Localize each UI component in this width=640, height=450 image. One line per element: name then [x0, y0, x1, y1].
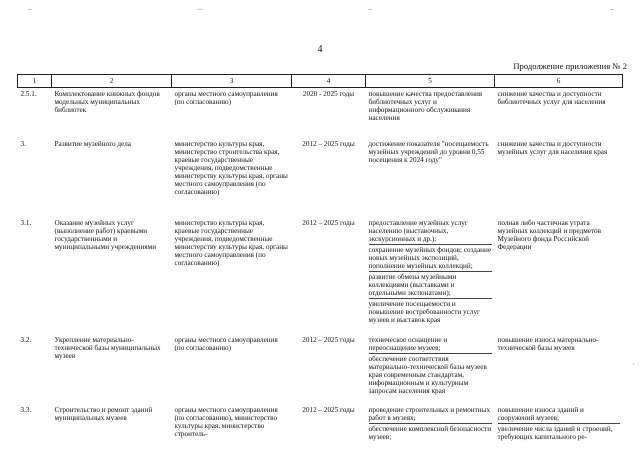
- consequences: [495, 334, 623, 404]
- expected-results: [366, 334, 495, 404]
- consequences: [495, 88, 623, 138]
- result-item: достижение показателя "посещаемость музейных учреждений до уровня 0,55 посещения к 2024 году": [368, 139, 489, 164]
- table-row: [18, 334, 623, 404]
- period: 2012 – 2025 годы: [302, 139, 355, 148]
- activity-name: Оказание музейных услуг (выполнение работ) краевыми государственными и муниципальными учреждениями: [54, 218, 157, 251]
- scan-mark: ‒: [368, 4, 372, 13]
- consequence-item: повышение износа материально-технической базы музеев: [497, 335, 599, 352]
- result-item: предоставление музейных услуг населению (выставочных, экскурсионных и др.);: [369, 219, 492, 245]
- column-header: 1: [18, 75, 52, 88]
- scan-mark: ·: [632, 360, 635, 369]
- result-item: повышение качества предоставления библиотечных услуг и информационного обслуживания населения: [368, 90, 483, 122]
- period: 2012 – 2025 годы: [302, 405, 355, 414]
- column-header: 5: [366, 75, 495, 88]
- activity-name: Укрепление материально-технической базы муниципальных музеев: [54, 335, 161, 360]
- document-table: [17, 74, 623, 446]
- result-item: проведение строительных и ремонтных работ в музеях;: [368, 405, 491, 422]
- continuation-caption: Продолжение приложения № 2: [513, 61, 627, 71]
- row-number: 3.2.: [20, 335, 32, 344]
- row-number: 3.: [20, 139, 26, 148]
- executors: органы местного самоуправления (по согласованию): [174, 90, 278, 106]
- consequence-item: увеличение числа зданий и строений, требующих капитального ре-: [497, 424, 613, 441]
- table-header-row: [18, 75, 623, 88]
- consequences: [495, 404, 623, 446]
- consequence-item: снижение качества и доступности библиотечных услуг для населения: [497, 90, 606, 106]
- period: 2012 – 2025 годы: [302, 335, 355, 344]
- table-row: [18, 404, 623, 446]
- table-row: [18, 138, 623, 217]
- expected-results: [366, 404, 495, 446]
- consequence-item: полная либо частичная утрата музейных коллекций и предметов Музейного фонда Российской Федерации: [497, 218, 602, 251]
- result-item: техническое оснащение и переоснащение музеев;: [369, 336, 492, 354]
- consequence-item: повышение износа зданий и сооружений музеев;: [498, 406, 620, 424]
- column-header: 3: [172, 75, 292, 88]
- expected-results: [366, 217, 495, 334]
- table-row: [18, 217, 623, 334]
- activity-name: Развитие музейного дела: [54, 139, 131, 148]
- scan-mark: ‒: [28, 4, 32, 13]
- result-item: увеличение посещаемости и повышение востребованности услуг музеев и выставок края: [368, 299, 480, 324]
- expected-results: [366, 138, 495, 217]
- activity-name: Комплектование книжных фондов модельных муниципальных библиотек: [54, 90, 160, 114]
- table-row: [18, 88, 623, 138]
- activity-name: Строительство и ремонт зданий муниципальных музеев: [54, 405, 153, 422]
- result-item: обеспечение комплексной безопасности музеев;: [368, 424, 492, 441]
- column-header: 4: [292, 75, 366, 88]
- row-number: 3.3.: [20, 405, 32, 414]
- executors: министерство культуры края, министерство строительства края, краевые государственные учреждения, подведомственные министерству культуры края, органы местного самоуправления (по согласованию): [174, 139, 288, 196]
- consequences: [495, 138, 623, 217]
- page-number: 4: [317, 44, 323, 55]
- scan-mark: ‒: [610, 4, 614, 13]
- row-number: 2.5.1.: [20, 90, 37, 98]
- consequences: [495, 217, 623, 334]
- executors: органы местного самоуправления (по согласованию): [174, 335, 278, 352]
- scan-mark: ‒: [198, 4, 202, 13]
- column-header: 2: [52, 75, 172, 88]
- executors: министерство культуры края, краевые государственные учреждения, подведомственные министерству культуры края, органы местного самоуправления (по согласованию): [174, 218, 288, 267]
- result-item: обеспечение соответствия материально-технической базы музеев края современным стандартам, информационным и культурным запросам населения края: [368, 354, 487, 395]
- executors: органы местного самоуправления (по согласованию), министерство культуры края, министерство строитель-: [174, 405, 278, 438]
- consequence-item: снижение качества и доступности музейных услуг для населения края: [497, 139, 608, 156]
- expected-results: [366, 88, 495, 138]
- period: 2020 - 2025 годы: [302, 90, 355, 98]
- period: 2012 – 2025 годы: [302, 218, 355, 227]
- result-item: развитие обмена музейными коллекциями (выставками и отдельными экспонатами);: [369, 273, 492, 299]
- row-number: 3.1.: [20, 218, 32, 227]
- column-header: 6: [495, 75, 623, 88]
- result-item: сохранение музейных фондов; создание новых музейных экспозиций, пополнение музейных коллекций;: [368, 245, 492, 270]
